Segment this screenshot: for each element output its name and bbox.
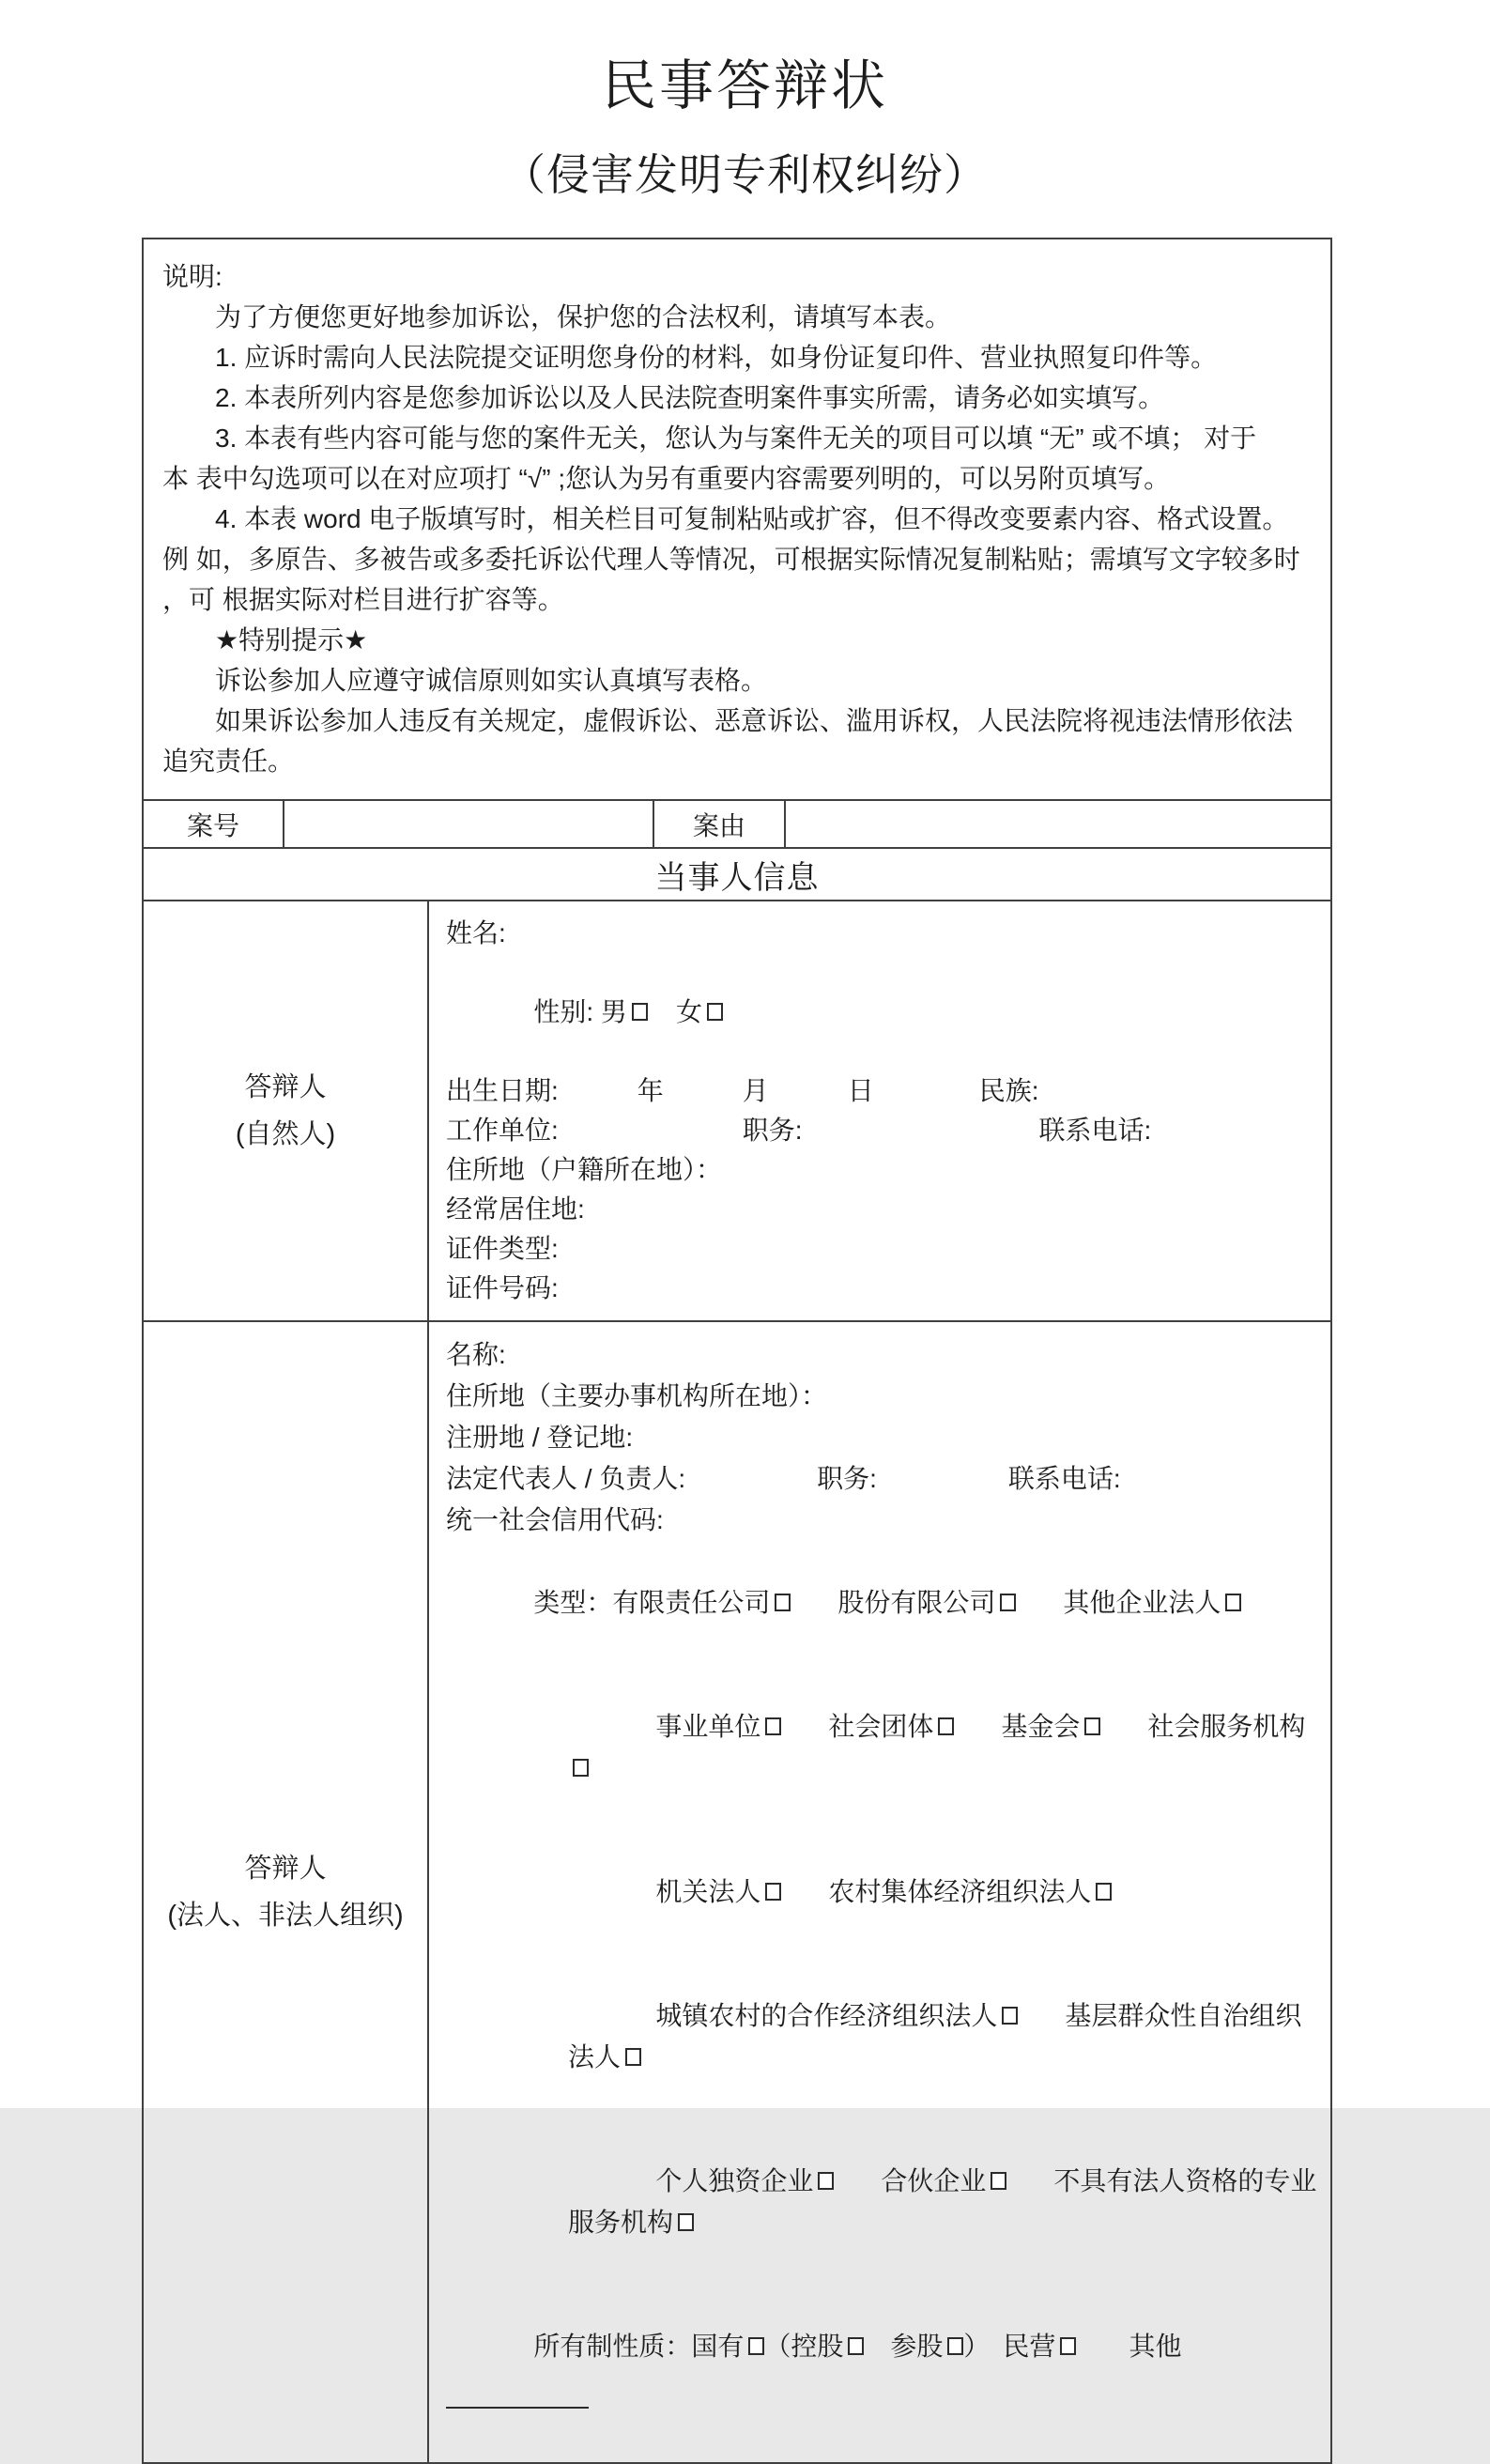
- checkbox-icon[interactable]: [818, 2172, 834, 2190]
- gender-label: 性别:: [533, 997, 601, 1026]
- checkbox-icon[interactable]: [775, 1594, 791, 1611]
- checkbox-icon[interactable]: [1225, 1594, 1241, 1611]
- field-employer: 工作单位: 职务: 联系电话:: [446, 1116, 1152, 1145]
- gender-female-label: 女: [675, 997, 702, 1026]
- gender-option-female: [676, 997, 723, 1026]
- field-org-name: 名称:: [446, 1340, 506, 1369]
- fill-in-line[interactable]: [446, 2379, 589, 2409]
- field-birthdate: 出生日期: 年 月 日 民族:: [446, 1076, 1039, 1105]
- ownership-holding: （控股: [764, 2332, 844, 2361]
- party-info-header: 当事人信息: [142, 847, 1332, 901]
- notice-line: 说明:: [162, 262, 223, 291]
- org-type-label: 类型：: [533, 1588, 613, 1617]
- checkbox-icon[interactable]: [573, 1759, 589, 1777]
- natural-person-fields: [428, 901, 1331, 1321]
- org-type-option: [655, 2166, 834, 2195]
- option-label: 基金会: [1001, 1712, 1081, 1741]
- checkbox-icon[interactable]: [938, 1717, 954, 1735]
- checkbox-icon[interactable]: [947, 2337, 963, 2355]
- checkbox-icon[interactable]: [1060, 2337, 1076, 2355]
- org-type-option: [881, 2166, 1006, 2195]
- case-number-label: 案号: [143, 800, 284, 848]
- form-body: [142, 238, 1332, 2464]
- org-type-option: [837, 1588, 1016, 1617]
- document-title: 民事答辩状: [601, 55, 888, 116]
- option-label: 个人独资企业: [655, 2166, 814, 2195]
- option-label: 有限责任公司: [612, 1588, 771, 1617]
- ownership-stake: 参股: [864, 2332, 944, 2361]
- checkbox-icon[interactable]: [625, 2048, 641, 2066]
- checkbox-icon[interactable]: [632, 1003, 648, 1021]
- option-label: 社会服务机构: [1147, 1712, 1306, 1741]
- option-label: 城镇农村的合作经济组织法人: [655, 2001, 998, 2030]
- field-habitual-residence: 经常居住地:: [446, 1194, 585, 1224]
- checkbox-icon[interactable]: [991, 2172, 1006, 2190]
- option-label: 不具有法人资格的专业服务机构: [568, 2166, 1317, 2237]
- org-type-option: [655, 2001, 1018, 2030]
- checkbox-icon[interactable]: [1084, 1717, 1100, 1735]
- role-title: 答辩人: [244, 1854, 327, 1884]
- org-type-row-3: [446, 1830, 1317, 1954]
- role-subtitle: (法人、非法人组织): [167, 1901, 404, 1931]
- natural-person-row: [143, 901, 1331, 1321]
- cause-value[interactable]: [785, 800, 1331, 848]
- org-type-option: [1001, 1712, 1100, 1741]
- notice-line: 追究责任。: [162, 747, 295, 776]
- org-type-option: [828, 1712, 954, 1741]
- gender-option-male: [601, 997, 648, 1026]
- org-type-option: [828, 1877, 1112, 1906]
- case-number-value[interactable]: [284, 800, 653, 848]
- org-type-option: [612, 1588, 791, 1617]
- case-row-table: [142, 799, 1332, 849]
- option-label: 股份有限公司: [837, 1588, 996, 1617]
- field-uscc: 统一社会信用代码:: [446, 1505, 664, 1534]
- option-label: 农村集体经济组织法人: [828, 1877, 1092, 1906]
- role-subtitle: (自然人): [235, 1119, 336, 1149]
- field-residence: 住所地（户籍所在地）：: [446, 1155, 723, 1184]
- respondent-natural-label: [143, 901, 428, 1321]
- ownership-state: 国有: [691, 2332, 745, 2361]
- org-type-option: [655, 1877, 781, 1906]
- notice-line: ★特别提示★: [162, 625, 368, 654]
- field-id-type: 证件类型:: [446, 1234, 559, 1263]
- notice-line: ，可 根据实际对栏目进行扩容等。: [162, 585, 564, 614]
- notice-line: 例 如，多原告、多被告或多委托诉讼代理人等情况，可根据实际情况复制粘贴；需填写文字较多时: [162, 545, 1300, 574]
- notice-line: 3. 本表有些内容可能与您的案件无关，您认为与案件无关的项目可以填 “无” 或不填； 对于: [162, 424, 1257, 453]
- notice-box: [142, 238, 1332, 801]
- document-subtitle: （侵害发明专利权纠纷）: [502, 150, 988, 199]
- option-label: 机关法人: [655, 1877, 761, 1906]
- legal-person-fields: [428, 1321, 1331, 2463]
- field-org-residence: 住所地（主要办事机构所在地）：: [446, 1381, 828, 1410]
- notice-line: 2. 本表所列内容是您参加诉讼以及人民法院查明案件事实所需，请务必如实填写。: [162, 383, 1165, 412]
- field-name: 姓名:: [446, 918, 506, 947]
- cause-label: 案由: [653, 800, 785, 848]
- org-type-option: [1063, 1588, 1241, 1617]
- ownership-other: 其他: [1076, 2332, 1182, 2361]
- checkbox-icon[interactable]: [765, 1883, 781, 1901]
- legal-person-row: [143, 1321, 1331, 2463]
- checkbox-icon[interactable]: [765, 1717, 781, 1735]
- notice-line: 为了方便您更好地参加诉讼，保护您的合法权利，请填写本表。: [162, 302, 952, 331]
- option-label: 事业单位: [655, 1712, 761, 1741]
- field-legal-rep: 法定代表人 / 负责人: 职务: 联系电话:: [446, 1464, 1121, 1493]
- notice-line: 如果诉讼参加人违反有关规定，虚假诉讼、恶意诉讼、滥用诉权，人民法院将视违法情形依法: [162, 706, 1294, 735]
- option-label: 基层群众性自治组织法人: [568, 2001, 1302, 2071]
- checkbox-icon[interactable]: [1000, 1594, 1016, 1611]
- party-info-table: [142, 900, 1332, 2464]
- role-title: 答辩人: [244, 1072, 327, 1102]
- checkbox-icon[interactable]: [707, 1003, 723, 1021]
- notice-line: 诉讼参加人应遵守诚信原则如实认真填写表格。: [162, 666, 768, 695]
- field-gender: [446, 953, 1317, 1071]
- respondent-legal-label: [143, 1321, 428, 2463]
- org-type-row-5: [446, 2119, 1317, 2285]
- field-org-registration: 注册地 / 登记地:: [446, 1423, 634, 1452]
- gender-male-label: 男: [600, 997, 627, 1026]
- checkbox-icon[interactable]: [1096, 1883, 1112, 1901]
- field-id-number: 证件号码:: [446, 1273, 559, 1302]
- option-label: 合伙企业: [881, 2166, 987, 2195]
- checkbox-icon[interactable]: [678, 2213, 694, 2231]
- checkbox-icon[interactable]: [848, 2337, 864, 2355]
- notice-line: 4. 本表 word 电子版填写时，相关栏目可复制粘贴或扩容，但不得改变要素内容、格式设置。: [162, 504, 1289, 533]
- ownership-row: [446, 2285, 1317, 2450]
- org-type-option: [655, 1712, 781, 1741]
- checkbox-icon[interactable]: [1002, 2007, 1018, 2025]
- checkbox-icon[interactable]: [748, 2337, 764, 2355]
- option-label: 其他企业法人: [1063, 1588, 1221, 1617]
- org-type-row-2: [446, 1665, 1317, 1830]
- option-label: 社会团体: [828, 1712, 934, 1741]
- notice-line: 本 表中勾选项可以在对应项打 “√” ;您认为另有重要内容需要列明的，可以另附页填写。: [162, 464, 1171, 493]
- ownership-private: ） 民营: [963, 2332, 1056, 2361]
- notice-line: 1. 应诉时需向人民法院提交证明您身份的材料，如身份证复印件、营业执照复印件等。: [162, 343, 1218, 372]
- org-type-row-1: [446, 1541, 1317, 1665]
- org-type-row-4: [446, 1954, 1317, 2119]
- ownership-label: 所有制性质：: [533, 2332, 692, 2361]
